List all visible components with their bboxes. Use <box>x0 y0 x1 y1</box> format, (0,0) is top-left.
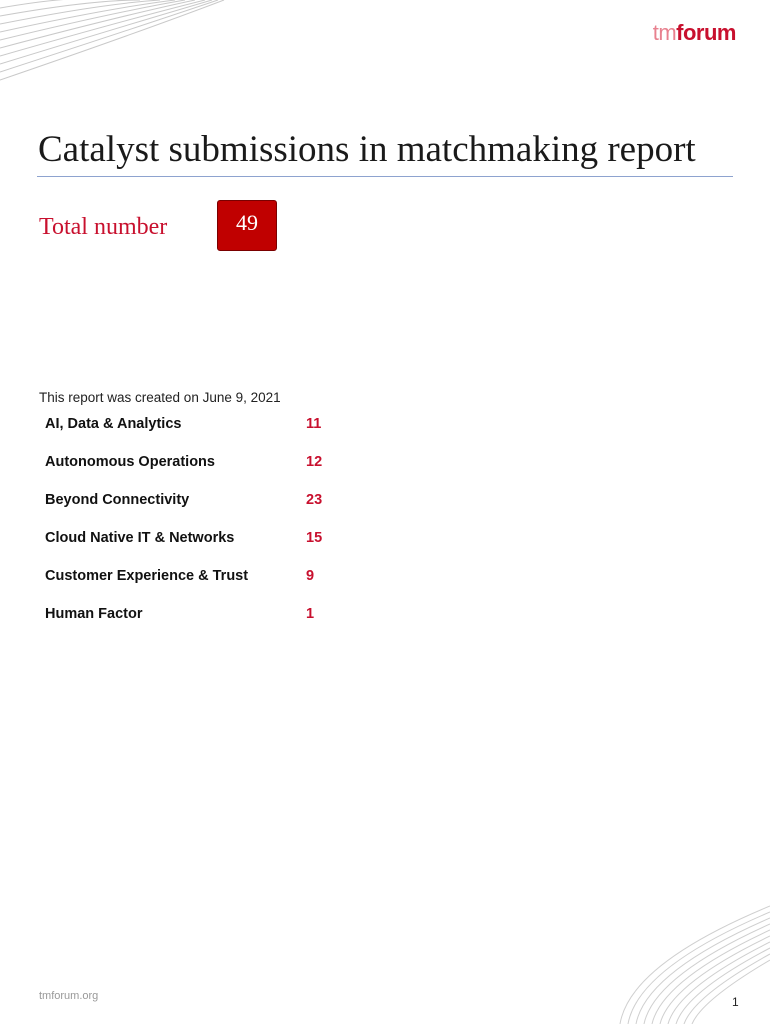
category-count: 9 <box>306 568 315 584</box>
page-title: Catalyst submissions in matchmaking report <box>38 129 696 170</box>
category-name: Autonomous Operations <box>45 454 215 470</box>
category-count: 1 <box>306 606 315 622</box>
total-number-label: Total number <box>39 214 168 240</box>
category-row <box>45 530 345 568</box>
category-row <box>45 606 345 644</box>
category-list <box>45 416 345 644</box>
decorative-lines-top-left <box>0 0 230 90</box>
footer-url: tmforum.org <box>39 990 99 1002</box>
tmforum-logo <box>653 20 736 46</box>
category-count: 23 <box>306 492 323 508</box>
logo-tm-text: tm <box>652 20 677 45</box>
logo-forum-text: forum <box>676 20 736 45</box>
category-name: Customer Experience & Trust <box>45 568 249 584</box>
category-count: 15 <box>306 530 323 546</box>
category-row <box>45 454 345 492</box>
category-name: AI, Data & Analytics <box>45 416 182 432</box>
page-number: 1 <box>732 995 739 1009</box>
report-created-date: This report was created on June 9, 2021 <box>39 390 281 405</box>
category-count: 11 <box>306 416 322 432</box>
category-count: 12 <box>306 454 323 470</box>
category-name: Human Factor <box>45 606 143 622</box>
category-row <box>45 416 345 454</box>
title-divider <box>37 176 733 177</box>
category-name: Cloud Native IT & Networks <box>45 530 235 546</box>
category-row <box>45 492 345 530</box>
total-number-badge: 49 <box>217 200 277 251</box>
decorative-lines-bottom-right <box>610 904 770 1024</box>
category-name: Beyond Connectivity <box>45 492 190 508</box>
category-row <box>45 568 345 606</box>
